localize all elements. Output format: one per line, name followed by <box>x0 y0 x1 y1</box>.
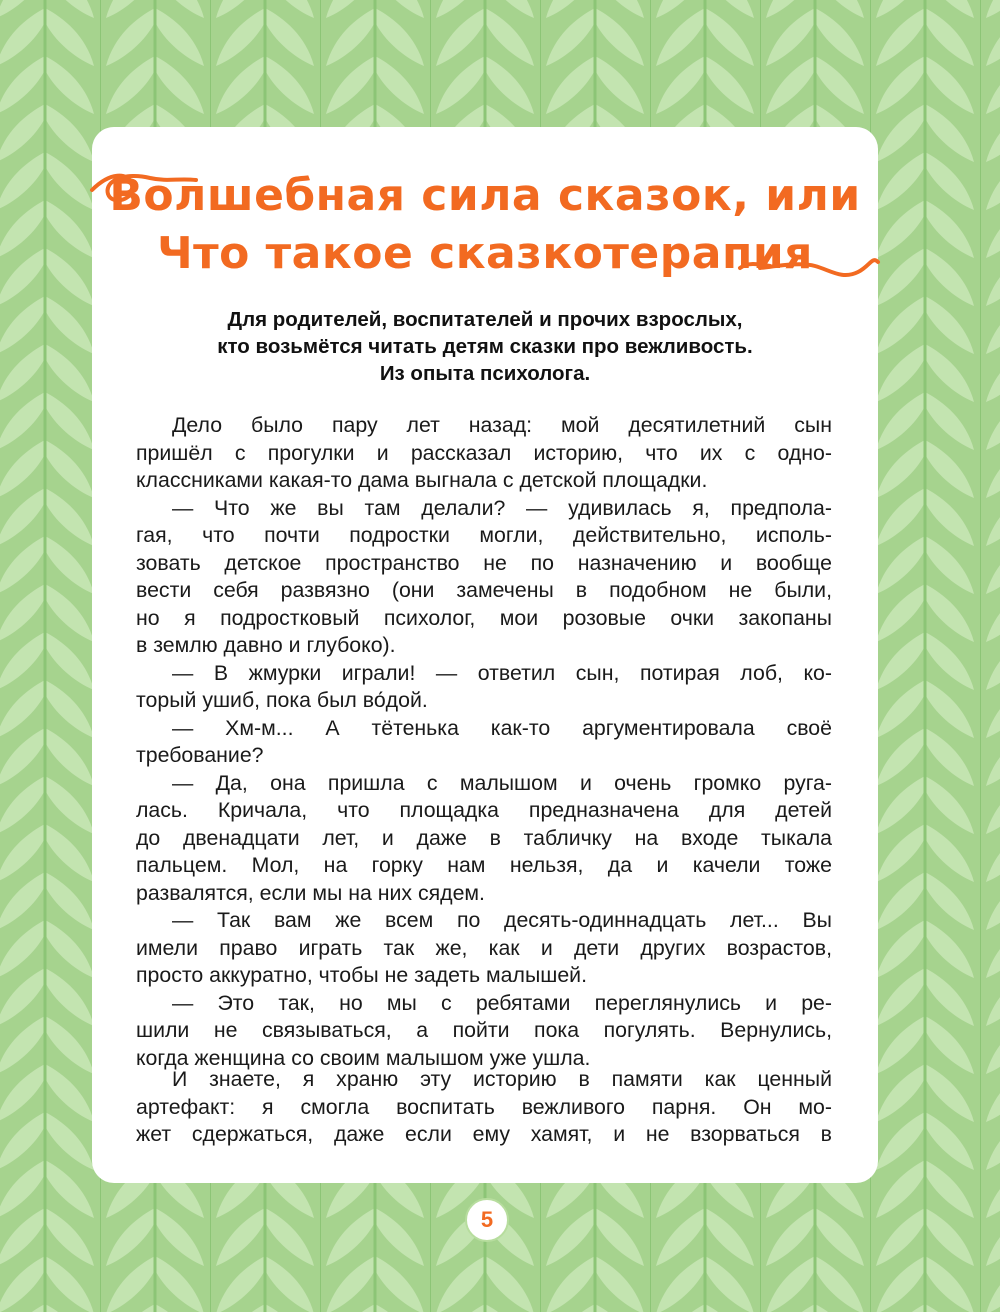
text-line: жет сдержаться, даже если ему хамят, и не взорваться в <box>136 1122 832 1146</box>
text-line: вести себя развязно (они замечены в подобном не были, <box>136 578 832 602</box>
text-line: до двенадцати лет, и даже в табличку на входе тыкала <box>136 825 832 850</box>
text-line: артефакт: я смогла воспитать вежливого парня. Он мо- <box>136 1094 832 1119</box>
text-line: — В жмурки играли! — ответил сын, потирая лоб, ко- <box>172 660 832 685</box>
text-line: — Хм-м... А тётенька как-то аргументировала своё <box>172 715 832 740</box>
intro-line: Из опыта психолога. <box>379 362 591 385</box>
text-line: гая, что почти подростки могли, действительно, исполь- <box>136 523 832 547</box>
text-line: — Это так, но мы с ребятами переглянулись и ре- <box>172 990 832 1015</box>
text-line: Дело было пару лет назад: мой десятилетний сын <box>172 413 832 437</box>
text-line: имели право играть так же, как и дети других возрастов, <box>136 935 832 960</box>
text-line: лась. Кричала, что площадка предназначена для детей <box>136 798 832 822</box>
text-line: развалятся, если мы на них сядем. <box>136 880 485 905</box>
page-title-line-2: Что такое сказкотерапия <box>157 228 813 279</box>
text-line: — Что же вы там делали? — удивилась я, предпола- <box>172 495 832 520</box>
text-line: требование? <box>136 743 264 767</box>
text-line: шили не связываться, а пойти пока погулять. Вернулись, <box>136 1018 832 1042</box>
story-text-block <box>136 412 832 1072</box>
text-line: пальцем. Мол, на горку нам нельзя, да и качели тоже <box>136 853 832 877</box>
text-line: когда женщина со своим малышом уже ушла. <box>136 1045 591 1070</box>
text-line: зовать детское пространство не по назначению и вообще <box>136 550 832 575</box>
text-line: в землю давно и глубоко). <box>136 633 396 657</box>
conclusion-text-block <box>136 1066 832 1149</box>
intro-line: Для родителей, воспитателей и прочих взрослых, <box>227 308 743 331</box>
page-title-line-1: Волшебная сила сказок, или <box>109 170 861 221</box>
text-line: И знаете, я храню эту историю в памяти как ценный <box>172 1067 832 1091</box>
intro-line: кто возьмётся читать детям сказки про вежливость. <box>217 335 753 358</box>
intro-subtitle <box>120 306 850 387</box>
text-line: — Да, она пришла с малышом и очень громко руга- <box>172 770 832 795</box>
page-number: 5 <box>465 1198 509 1242</box>
text-line: просто аккуратно, чтобы не задеть малышей. <box>136 963 587 987</box>
text-line: торый ушиб, пока был во́дой. <box>136 688 428 712</box>
text-line: классниками какая-то дама выгнала с детской площадки. <box>136 468 708 492</box>
text-line: но я подростковый психолог, мои розовые очки закопаны <box>136 605 832 630</box>
text-line: — Так вам же всем по десять-одиннадцать лет... Вы <box>172 908 832 932</box>
text-line: пришёл с прогулки и рассказал историю, что их с одно- <box>136 440 832 465</box>
